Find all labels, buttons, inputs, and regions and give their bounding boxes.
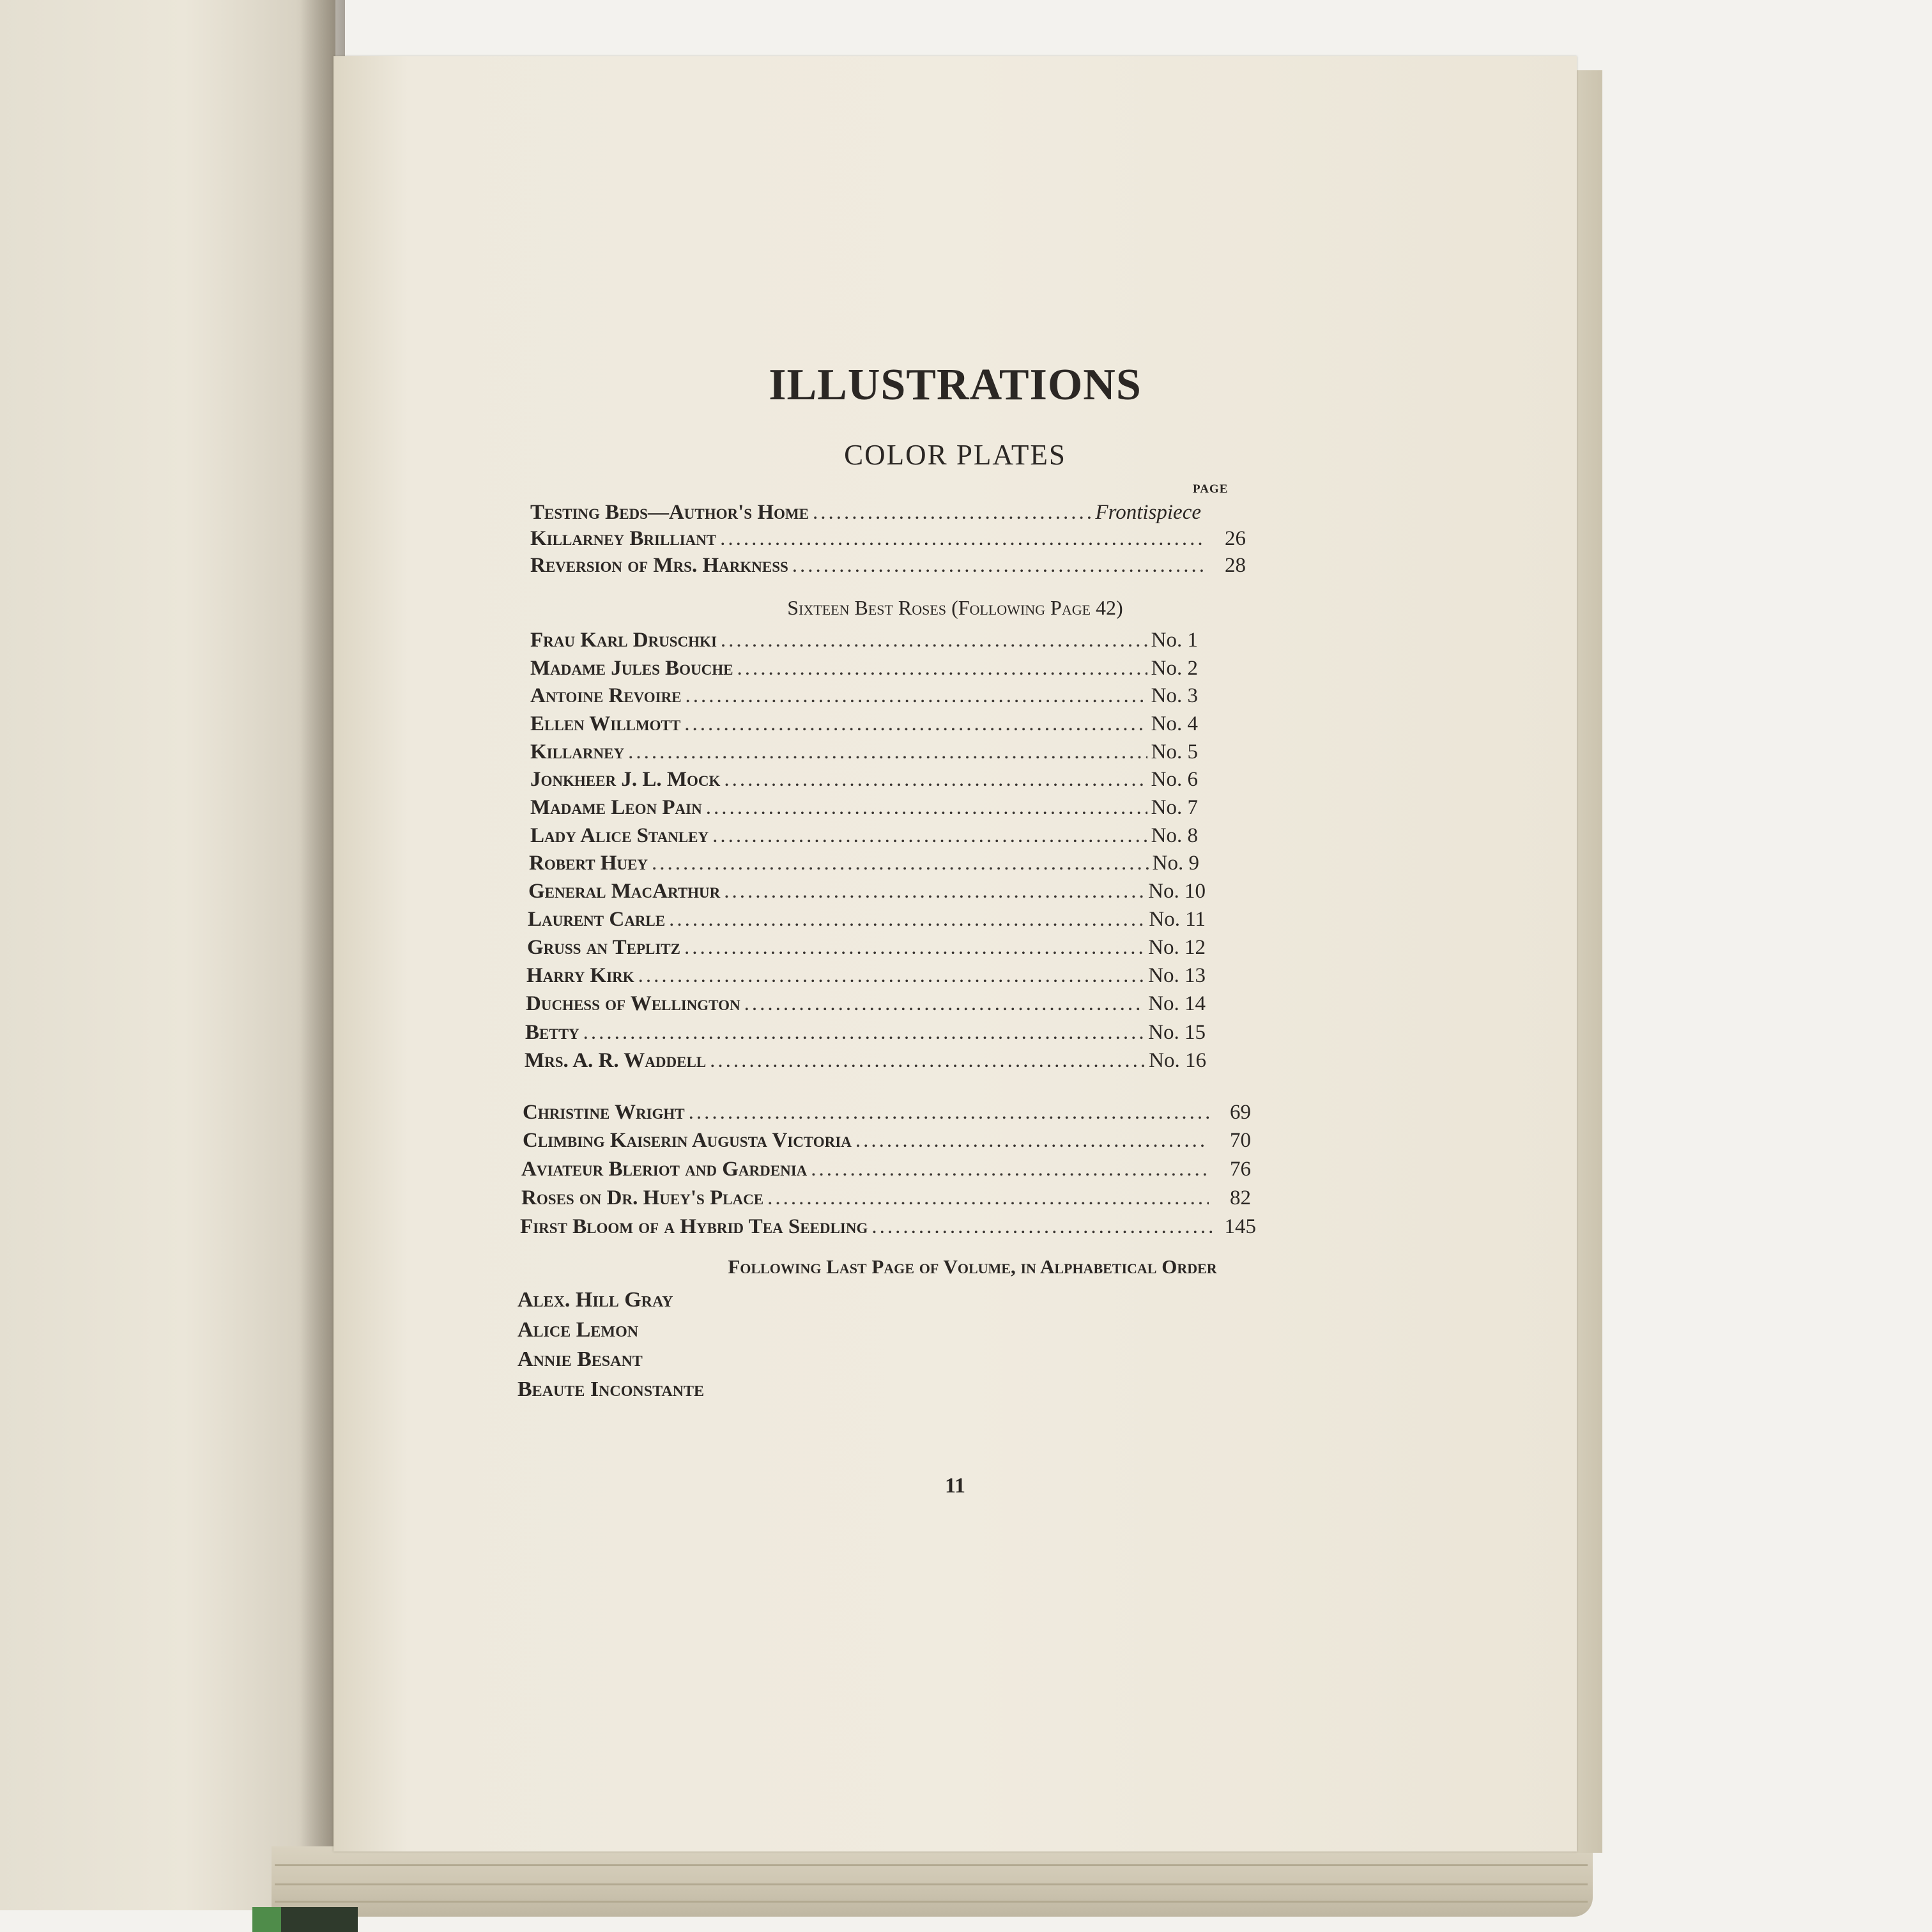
alphabetical-item: Beaute Inconstante bbox=[518, 1377, 705, 1401]
toc-entry bbox=[525, 1021, 1206, 1049]
toc-entry-title: Laurent Carle bbox=[528, 908, 666, 931]
toc-entry-title: First Bloom of a Hybrid Tea Seedling bbox=[520, 1215, 868, 1238]
toc-entry-ref: Frontispiece bbox=[1095, 501, 1201, 524]
toc-entry bbox=[527, 936, 1206, 964]
toc-entry-ref: 69 bbox=[1230, 1101, 1251, 1124]
toc-entry-ref: No. 13 bbox=[1148, 964, 1206, 987]
leader-dots bbox=[724, 768, 1147, 792]
alphabetical-item: Annie Besant bbox=[518, 1347, 643, 1371]
leader-dots bbox=[710, 1049, 1145, 1073]
toc-entry bbox=[526, 964, 1206, 992]
leader-dots bbox=[720, 527, 1204, 551]
page-stack-line bbox=[275, 1864, 1588, 1866]
toc-entry-ref: 145 bbox=[1224, 1215, 1256, 1238]
alphabetical-item: Alice Lemon bbox=[518, 1318, 639, 1342]
toc-entry-title: Frau Karl Druschki bbox=[530, 629, 717, 652]
toc-entry bbox=[530, 740, 1198, 769]
leader-dots bbox=[638, 964, 1144, 988]
toc-entry-ref: No. 15 bbox=[1148, 1021, 1206, 1044]
section-heading-alphabetical: Following Last Page of Volume, in Alphabetical Order bbox=[728, 1255, 1217, 1278]
toc-entry-ref: No. 5 bbox=[1151, 740, 1198, 763]
toc-entry-title: Roses on Dr. Huey's Place bbox=[521, 1186, 764, 1209]
leader-dots bbox=[669, 908, 1145, 931]
toc-entry-ref: 28 bbox=[1225, 554, 1246, 577]
leader-dots bbox=[767, 1186, 1209, 1210]
toc-entry-title: Harry Kirk bbox=[526, 964, 634, 987]
leader-dots bbox=[721, 629, 1147, 652]
toc-entry bbox=[530, 824, 1198, 852]
toc-entry-ref: No. 3 bbox=[1151, 684, 1198, 707]
toc-entry-title: Killarney Brilliant bbox=[530, 527, 717, 550]
toc-entry-title: Duchess of Wellington bbox=[526, 992, 740, 1015]
toc-entry-ref: No. 1 bbox=[1151, 629, 1198, 652]
leader-dots bbox=[684, 936, 1144, 960]
toc-entry bbox=[529, 852, 1199, 880]
page-subtitle: COLOR PLATES bbox=[844, 439, 1066, 471]
toc-entry-title: Christine Wright bbox=[523, 1101, 685, 1124]
page-column-label: PAGE bbox=[1193, 482, 1229, 496]
toc-entry-ref: No. 16 bbox=[1149, 1049, 1206, 1072]
page-title: ILLUSTRATIONS bbox=[769, 360, 1142, 410]
toc-entry-title: Mrs. A. R. Waddell bbox=[525, 1049, 707, 1072]
toc-entry bbox=[530, 796, 1198, 824]
toc-entry-title: Killarney bbox=[530, 740, 625, 763]
leader-dots bbox=[792, 554, 1204, 578]
toc-entry bbox=[530, 684, 1198, 712]
page-stack bbox=[272, 1846, 1593, 1917]
toc-entry-ref: No. 4 bbox=[1151, 712, 1198, 735]
toc-entry-title: Madame Jules Bouche bbox=[530, 657, 733, 680]
leader-dots bbox=[652, 852, 1149, 875]
alphabetical-item: Alex. Hill Gray bbox=[518, 1288, 673, 1312]
toc-entry-title: General MacArthur bbox=[528, 880, 721, 903]
toc-entry-title: Jonkheer J. L. Mock bbox=[530, 768, 721, 791]
section-heading-sixteen-best: Sixteen Best Roses (Following Page 42) bbox=[787, 596, 1123, 619]
toc-entry-title: Gruss an Teplitz bbox=[527, 936, 680, 959]
leader-dots bbox=[706, 796, 1147, 820]
leader-dots bbox=[684, 712, 1147, 736]
page-content bbox=[334, 56, 1577, 1851]
toc-entry-title: Aviateur Bleriot and Gardenia bbox=[521, 1158, 808, 1181]
toc-entry bbox=[530, 657, 1198, 685]
page-stack-line bbox=[275, 1883, 1588, 1885]
leader-dots bbox=[686, 684, 1147, 708]
toc-entry-title: Testing Beds—Author's Home bbox=[530, 501, 809, 524]
toc-entry bbox=[530, 554, 1246, 582]
leader-dots bbox=[855, 1129, 1209, 1153]
toc-entry-ref: No. 6 bbox=[1151, 768, 1198, 791]
cover-edge-dark bbox=[281, 1907, 358, 1932]
toc-entry-title: Robert Huey bbox=[529, 852, 648, 875]
leader-dots bbox=[737, 657, 1147, 680]
toc-entry-ref: 26 bbox=[1225, 527, 1246, 550]
toc-entry-ref: 76 bbox=[1230, 1158, 1251, 1181]
toc-entry-ref: No. 10 bbox=[1148, 880, 1206, 903]
toc-entry-title: Climbing Kaiserin Augusta Victoria bbox=[523, 1129, 852, 1152]
right-page bbox=[334, 56, 1577, 1851]
toc-entry bbox=[523, 1129, 1251, 1157]
toc-entry bbox=[521, 1186, 1251, 1215]
toc-entry bbox=[530, 712, 1198, 740]
toc-entry bbox=[528, 908, 1206, 936]
toc-entry bbox=[523, 1101, 1251, 1129]
leader-dots bbox=[583, 1021, 1145, 1045]
toc-entry-title: Betty bbox=[525, 1021, 579, 1044]
leader-dots bbox=[811, 1158, 1209, 1181]
toc-entry bbox=[528, 880, 1206, 908]
leader-dots bbox=[724, 880, 1144, 903]
leader-dots bbox=[712, 824, 1147, 848]
toc-entry-title: Lady Alice Stanley bbox=[530, 824, 709, 847]
cover-edge-green bbox=[252, 1907, 284, 1932]
toc-entry bbox=[520, 1215, 1256, 1243]
leader-dots bbox=[813, 501, 1091, 525]
toc-entry-title: Ellen Willmott bbox=[530, 712, 681, 735]
toc-entry-ref: No. 11 bbox=[1149, 908, 1206, 931]
toc-entry bbox=[530, 527, 1246, 555]
leader-dots bbox=[689, 1101, 1209, 1124]
leader-dots bbox=[871, 1215, 1214, 1239]
toc-entry-title: Antoine Revoire bbox=[530, 684, 682, 707]
toc-entry-ref: No. 14 bbox=[1148, 992, 1206, 1015]
toc-entry-ref: 70 bbox=[1230, 1129, 1251, 1152]
page-stack-line bbox=[275, 1901, 1588, 1903]
toc-entry bbox=[530, 501, 1201, 529]
toc-entry-ref: No. 7 bbox=[1151, 796, 1198, 819]
leader-dots bbox=[628, 740, 1147, 764]
toc-entry bbox=[521, 1158, 1251, 1186]
toc-entry bbox=[526, 992, 1206, 1020]
toc-entry bbox=[525, 1049, 1206, 1077]
toc-entry-title: Madame Leon Pain bbox=[530, 796, 702, 819]
toc-entry bbox=[530, 629, 1198, 657]
toc-entry-ref: No. 9 bbox=[1152, 852, 1199, 875]
toc-entry-title: Reversion of Mrs. Harkness bbox=[530, 554, 788, 577]
toc-entry-ref: No. 12 bbox=[1148, 936, 1206, 959]
page-number: 11 bbox=[944, 1474, 966, 1498]
toc-entry-ref: 82 bbox=[1230, 1186, 1251, 1209]
toc-entry-ref: No. 8 bbox=[1151, 824, 1198, 847]
leader-dots bbox=[744, 992, 1145, 1016]
toc-entry bbox=[530, 768, 1198, 796]
toc-entry-ref: No. 2 bbox=[1151, 657, 1198, 680]
left-page bbox=[0, 0, 335, 1910]
